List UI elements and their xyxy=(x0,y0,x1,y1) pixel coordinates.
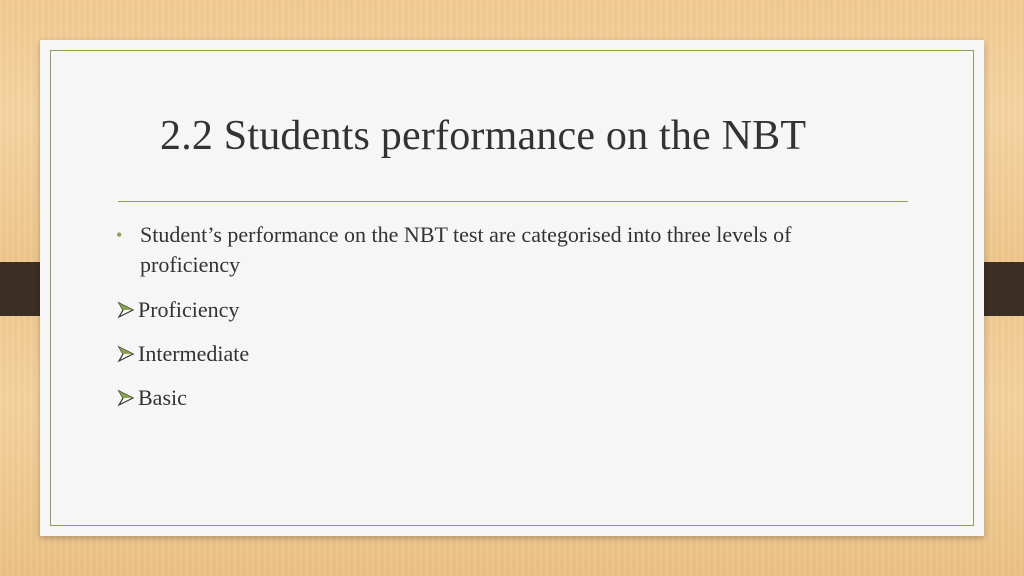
title-divider xyxy=(118,201,908,202)
level-item-intermediate xyxy=(114,332,894,376)
bullet-text: Student’s performance on the NBT test are categorised into three levels of proficiency xyxy=(140,222,792,277)
slide xyxy=(40,40,984,536)
level-label: Intermediate xyxy=(138,341,250,366)
level-label: Proficiency xyxy=(138,297,240,322)
level-label: Basic xyxy=(138,385,187,410)
level-item-proficiency xyxy=(114,288,894,332)
slide-content xyxy=(114,220,894,420)
level-item-basic xyxy=(114,376,894,420)
bullet-item xyxy=(114,220,894,280)
arrow-right-icon xyxy=(114,389,138,407)
arrow-right-icon xyxy=(114,301,138,319)
arrow-right-icon xyxy=(114,345,138,363)
bullet-dot-icon: • xyxy=(116,225,123,245)
slide-title: 2.2 Students performance on the NBT xyxy=(160,113,807,159)
